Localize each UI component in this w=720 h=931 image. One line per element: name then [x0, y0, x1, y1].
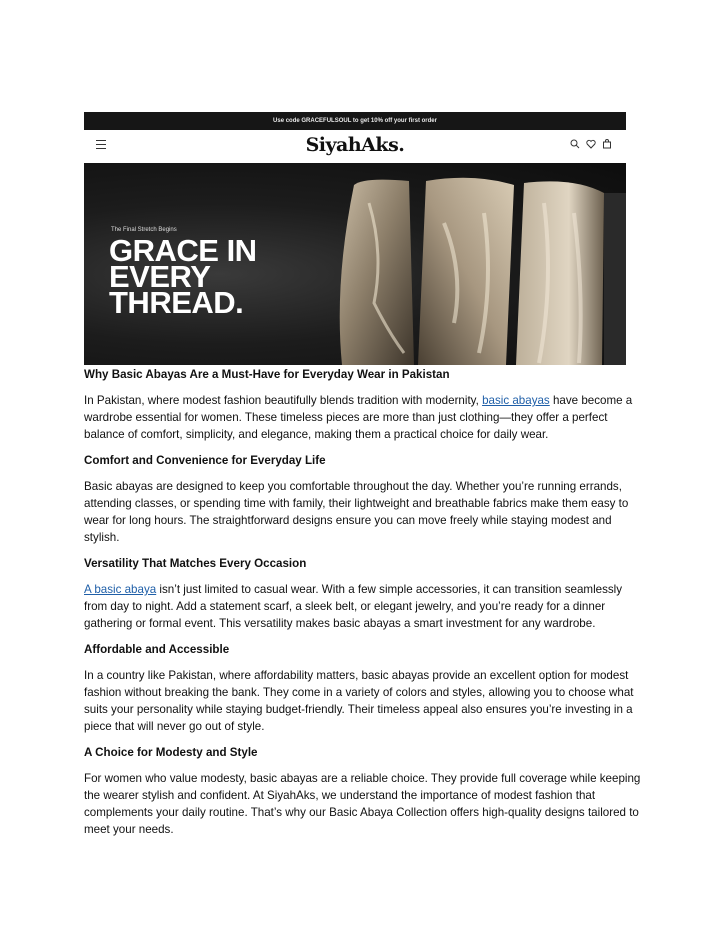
- hero-banner[interactable]: [84, 163, 626, 365]
- basic-abayas-link[interactable]: basic abayas: [482, 394, 550, 407]
- cart-icon[interactable]: [602, 139, 612, 149]
- photo-panel-middle: [418, 178, 514, 365]
- website-screenshot: [84, 112, 626, 365]
- a-basic-abaya-link[interactable]: A basic abaya: [84, 583, 157, 596]
- section-body-affordable: In a country like Pakistan, where affordability matters, basic abayas provide an excellent option for modest fashion without breaking the bank. They come in a variety of colors and styles, allowing you to choose what suits your personality while staying budget-friendly. Their timeless appeal also ensures you’re investing in a piece that will never go out of style.: [84, 669, 634, 733]
- photo-panel-right: [516, 181, 604, 365]
- hero-product-photos: [334, 163, 626, 365]
- heart-icon[interactable]: [586, 139, 596, 149]
- article-title: Why Basic Abayas Are a Must-Have for Everyday Wear in Pakistan: [84, 368, 450, 381]
- section-heading-affordable: Affordable and Accessible: [84, 643, 230, 656]
- section-body-modesty: For women who value modesty, basic abayas are a reliable choice. They provide full coverage while keeping the wearer stylish and confident. At SiyahAks, we understand the importance of modest fashion that complements your daily routine. That’s why our Basic Abaya Collection offers high-quality designs tailored to meet your needs.: [84, 772, 641, 836]
- promo-bar: Use code GRACEFULSOUL to get 10% off your first order: [84, 112, 626, 130]
- intro-paragraph: In Pakistan, where modest fashion beautifully blends tradition with modernity, basic abayas have become a wardrobe essential for women. These timeless pieces are more than just clothing—they offer a perfect balance of comfort, simplicity, and elegance, making them a practical choice for daily wear.: [84, 394, 633, 441]
- header-icons: [570, 139, 612, 149]
- article-body: [84, 366, 644, 847]
- site-logo[interactable]: SiyahAks.: [305, 134, 405, 156]
- search-icon[interactable]: [570, 139, 580, 149]
- section-heading-versatility: Versatility That Matches Every Occasion: [84, 557, 307, 570]
- site-header: [84, 130, 626, 163]
- section-heading-comfort: Comfort and Convenience for Everyday Life: [84, 454, 326, 467]
- section-heading-modesty: A Choice for Modesty and Style: [84, 746, 258, 759]
- hero-title: GRACE IN EVERY THREAD.: [109, 233, 257, 320]
- section-body-comfort: Basic abayas are designed to keep you comfortable throughout the day. Whether you’re running errands, attending classes, or spending time with family, their lightweight and breathable fabrics make them easy to wear for long hours. The straightforward designs ensure you can move freely while staying modest and stylish.: [84, 480, 629, 544]
- section-body-versatility: A basic abaya isn’t just limited to casual wear. With a few simple accessories, it can transition seamlessly from day to night. Add a statement scarf, a sleek belt, or elegant jewelry, and you’re ready for a dinner gathering or formal event. This versatility makes basic abayas a smart investment for any wardrobe.: [84, 583, 623, 630]
- hero-kicker: The Final Stretch Begins: [111, 227, 177, 233]
